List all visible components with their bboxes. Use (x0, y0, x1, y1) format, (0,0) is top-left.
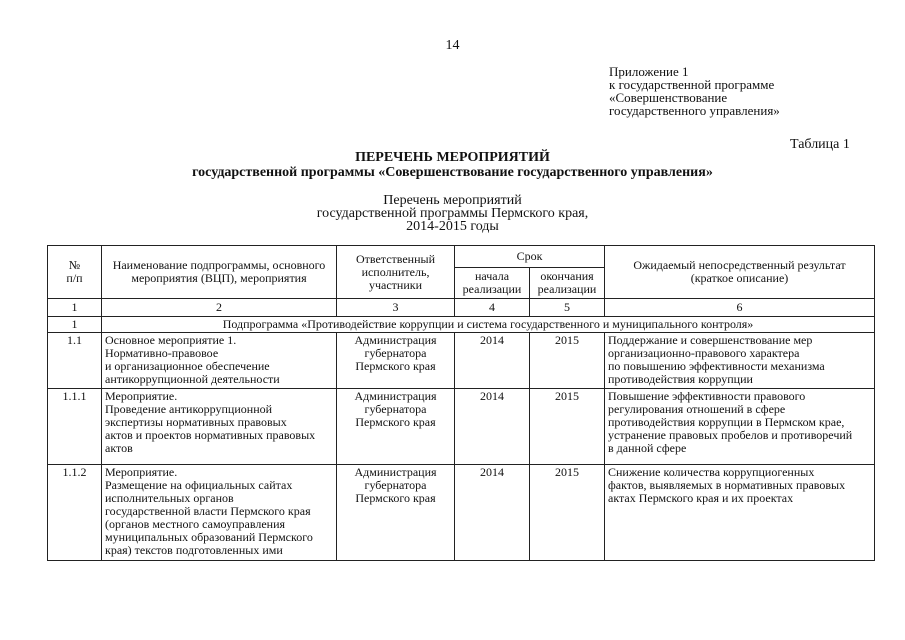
cell-line: начала (474, 269, 510, 283)
row-responsible (337, 333, 455, 389)
cell-line: противодействия коррупции (608, 372, 753, 386)
table-row (48, 389, 875, 465)
cell-line: Поддержание и совершенствование мер (608, 333, 813, 347)
row-number: 1.1.2 (48, 465, 102, 561)
document-subtitle (0, 194, 905, 233)
subprogram-number: 1 (48, 317, 102, 333)
row-number: 1.1 (48, 333, 102, 389)
cell-line: Основное мероприятие 1. (105, 333, 237, 347)
row-result (605, 389, 875, 465)
row-end: 2015 (530, 389, 605, 465)
cell-line: реализации (462, 282, 522, 296)
cell-line: участники (368, 277, 423, 292)
table-row (48, 333, 875, 389)
row-end: 2015 (530, 333, 605, 389)
column-number: 4 (455, 299, 530, 317)
cell-line: государственной власти Пермского края (105, 504, 311, 518)
header-term: Срок (455, 246, 605, 268)
header-end (530, 268, 605, 299)
cell-line: Снижение количества коррупциогенных (608, 465, 815, 479)
subtitle-line: 2014-2015 годы (406, 219, 499, 234)
column-number: 5 (530, 299, 605, 317)
column-number: 3 (337, 299, 455, 317)
cell-line: (краткое описание) (690, 271, 789, 285)
cell-line: Наименование подпрограммы, основного (112, 258, 326, 272)
header-name (102, 246, 337, 299)
row-number: 1.1.1 (48, 389, 102, 465)
row-start: 2014 (455, 333, 530, 389)
row-responsible (337, 389, 455, 465)
cell-line: организационно-правового характера (608, 346, 800, 360)
header-responsible (337, 246, 455, 299)
cell-line: Проведение антикоррупционной (105, 402, 273, 416)
cell-line: Размещение на официальных сайтах (105, 478, 293, 492)
column-number-row (48, 299, 875, 317)
cell-line: реализации (537, 282, 597, 296)
subprogram-title: Подпрограмма «Противодействие коррупции и система государственного и муниципального контроля» (102, 317, 875, 333)
row-start: 2014 (455, 465, 530, 561)
measures-table (47, 245, 875, 561)
cell-line: Пермского края (355, 491, 436, 505)
cell-line: мероприятия (ВЦП), мероприятия (131, 271, 307, 285)
cell-line: исполнительных органов (105, 491, 234, 505)
cell-line: экспертизы нормативных правовых (105, 415, 287, 429)
subtitle-line: государственной программы Пермского края, (316, 206, 589, 221)
row-end: 2015 (530, 465, 605, 561)
cell-line: муниципальных образований Пермского (105, 530, 313, 544)
cell-line: Администрация (354, 333, 437, 347)
column-number: 1 (48, 299, 102, 317)
column-number: 2 (102, 299, 337, 317)
subprogram-row (48, 317, 875, 333)
row-responsible (337, 465, 455, 561)
cell-line: противодействия коррупции в Пермском крае, (608, 415, 845, 429)
cell-line: в данной сфере (608, 441, 687, 455)
row-start: 2014 (455, 389, 530, 465)
cell-line: фактов, выявляемых в нормативных правовых (608, 478, 846, 492)
page-number: 14 (445, 38, 460, 53)
cell-line: губернатора (364, 478, 427, 492)
cell-line: окончания (540, 269, 594, 283)
appendix-line: «Совершенствование (609, 90, 728, 105)
appendix-line: Приложение 1 (609, 64, 689, 79)
cell-line: актах Пермского края и их проектах (608, 491, 794, 505)
header-number (48, 246, 102, 299)
cell-line: исполнитель, (361, 264, 430, 279)
cell-line: антикоррупционной деятельности (105, 372, 280, 386)
cell-line: Повышение эффективности правового (608, 389, 806, 403)
cell-line: Мероприятие. (105, 465, 178, 479)
cell-line: губернатора (364, 402, 427, 416)
cell-line: Ожидаемый непосредственный результат (633, 258, 846, 272)
cell-line: п/п (66, 271, 83, 285)
cell-line: Нормативно-правовое (105, 346, 219, 360)
table-label: Таблица 1 (790, 137, 850, 152)
cell-line: (органов местного самоуправления (105, 517, 286, 531)
title-line: ПЕРЕЧЕНЬ МЕРОПРИЯТИЙ (355, 150, 550, 165)
cell-line: Администрация (354, 465, 437, 479)
subtitle-line: Перечень мероприятий (383, 193, 522, 208)
row-name (102, 465, 337, 561)
header-start (455, 268, 530, 299)
cell-line: Ответственный (355, 251, 436, 266)
cell-line: края) текстов подготовленных ими (105, 543, 283, 557)
table-row (48, 465, 875, 561)
column-number: 6 (605, 299, 875, 317)
appendix-note (609, 65, 780, 117)
header-result (605, 246, 875, 299)
row-name (102, 389, 337, 465)
cell-line: по повышению эффективности механизма (608, 359, 825, 373)
cell-line: регулирования отношений в сфере (608, 402, 786, 416)
cell-line: Пермского края (355, 415, 436, 429)
cell-line: Мероприятие. (105, 389, 178, 403)
appendix-line: к государственной программе (609, 77, 775, 92)
cell-line: актов и проектов нормативных правовых (105, 428, 316, 442)
cell-line: губернатора (364, 346, 427, 360)
row-name (102, 333, 337, 389)
row-result (605, 333, 875, 389)
cell-line: актов (105, 441, 133, 455)
cell-line: Администрация (354, 389, 437, 403)
row-result (605, 465, 875, 561)
cell-line: устранение правовых пробелов и противоречий (608, 428, 853, 442)
document-title (0, 150, 905, 180)
cell-line: и организационное обеспечение (105, 359, 270, 373)
cell-line: № (68, 258, 81, 272)
appendix-line: государственного управления» (609, 103, 780, 118)
title-line: государственной программы «Совершенствование государственного управления» (192, 165, 713, 180)
cell-line: Пермского края (355, 359, 436, 373)
